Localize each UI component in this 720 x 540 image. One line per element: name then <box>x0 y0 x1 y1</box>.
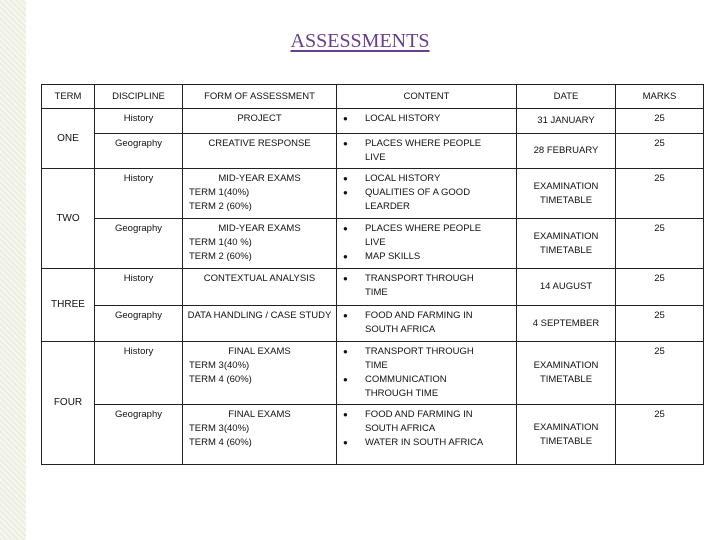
header-term: TERM <box>42 85 95 109</box>
header-marks: MARKS <box>616 85 704 109</box>
discipline-cell: Geography <box>95 134 183 169</box>
discipline-cell: History <box>95 169 183 219</box>
content-line: LOCAL HISTORY <box>365 113 441 124</box>
content-cell <box>337 134 517 169</box>
content-text <box>365 345 512 373</box>
bullet-icon: ● <box>343 252 348 261</box>
form-line: TERM 4 (60%) <box>189 374 252 385</box>
marks-cell: 25 <box>616 342 704 405</box>
date-cell: EXAMINATION TIMETABLE <box>517 169 616 219</box>
content-bullet-item <box>341 172 512 186</box>
content-text <box>365 137 512 165</box>
marks-cell: 25 <box>616 134 704 169</box>
header-date: DATE <box>517 85 616 109</box>
form-line: TERM 3(40%) <box>189 423 250 434</box>
term-cell: TWO <box>42 169 95 269</box>
content-line: FOOD AND FARMING IN <box>365 310 473 321</box>
bullet-icon: ● <box>343 347 348 356</box>
table-row <box>42 269 704 306</box>
content-line: SOUTH AFRICA <box>365 324 436 335</box>
content-line: MAP SKILLS <box>365 251 421 262</box>
form-of-assessment-cell <box>183 109 337 134</box>
bullet-icon: ● <box>343 311 348 320</box>
term-cell: THREE <box>42 269 95 342</box>
content-bullet-item <box>341 373 512 401</box>
form-of-assessment-cell <box>183 219 337 269</box>
decorative-side-stripe <box>0 0 26 540</box>
form-line: CREATIVE RESPONSE <box>208 138 311 149</box>
form-line: MID-YEAR EXAMS <box>218 223 301 234</box>
content-line: FOOD AND FARMING IN <box>365 409 473 420</box>
date-cell: EXAMINATION TIMETABLE <box>517 405 616 465</box>
content-line: TRANSPORT THROUGH <box>365 273 474 284</box>
header-discipline: DISCIPLINE <box>95 85 183 109</box>
content-bullet-item <box>341 272 512 300</box>
date-cell: 14 AUGUST <box>517 269 616 306</box>
content-text <box>365 436 512 450</box>
content-text <box>365 408 512 436</box>
content-line: TRANSPORT THROUGH <box>365 346 474 357</box>
form-line: TERM 1(40 %) <box>189 237 252 248</box>
content-bullet-item <box>341 112 512 126</box>
form-of-assessment-cell <box>183 169 337 219</box>
content-line: COMMUNICATION <box>365 374 447 385</box>
content-bullet-item <box>341 137 512 165</box>
content-bullet-item <box>341 186 512 214</box>
date-cell: EXAMINATION TIMETABLE <box>517 342 616 405</box>
content-bullet-item <box>341 436 512 450</box>
content-line: LIVE <box>365 237 386 248</box>
discipline-cell: History <box>95 109 183 134</box>
date-cell: EXAMINATION TIMETABLE <box>517 219 616 269</box>
bullet-icon: ● <box>343 410 348 419</box>
table-row <box>42 219 704 269</box>
header-content: CONTENT <box>337 85 517 109</box>
table-row <box>42 134 704 169</box>
form-line: TERM 4 (60%) <box>189 437 252 448</box>
content-bullet-item <box>341 408 512 436</box>
discipline-cell: Geography <box>95 219 183 269</box>
marks-cell: 25 <box>616 405 704 465</box>
content-line: LEARDER <box>365 201 410 212</box>
form-of-assessment-cell <box>183 342 337 405</box>
discipline-cell: History <box>95 269 183 306</box>
content-bullet-item <box>341 309 512 337</box>
date-cell: 4 SEPTEMBER <box>517 306 616 342</box>
content-line: TIME <box>365 360 388 371</box>
form-line: FINAL EXAMS <box>228 409 291 420</box>
form-line: FINAL EXAMS <box>228 346 291 357</box>
marks-cell: 25 <box>616 109 704 134</box>
content-text <box>365 250 512 264</box>
bullet-icon: ● <box>343 375 348 384</box>
content-bullet-item <box>341 250 512 264</box>
form-line: TERM 1(40%) <box>189 187 250 198</box>
content-cell <box>337 342 517 405</box>
marks-cell: 25 <box>616 169 704 219</box>
date-cell: 28 FEBRUARY <box>517 134 616 169</box>
form-line: DATA HANDLING / CASE STUDY <box>187 310 332 321</box>
page-title: ASSESSMENTS <box>290 30 430 52</box>
assessments-table <box>41 84 704 465</box>
bullet-icon: ● <box>343 438 348 447</box>
table-row <box>42 169 704 219</box>
table-row <box>42 342 704 405</box>
form-of-assessment-cell <box>183 269 337 306</box>
term-cell: FOUR <box>42 342 95 465</box>
discipline-cell: Geography <box>95 306 183 342</box>
content-line: LOCAL HISTORY <box>365 173 441 184</box>
marks-cell: 25 <box>616 219 704 269</box>
bullet-icon: ● <box>343 174 348 183</box>
content-line: THROUGH TIME <box>365 388 439 399</box>
discipline-cell: Geography <box>95 405 183 465</box>
date-cell: 31 JANUARY <box>517 109 616 134</box>
header-row <box>42 85 704 109</box>
form-of-assessment-cell <box>183 306 337 342</box>
table-row <box>42 306 704 342</box>
form-line: TERM 3(40%) <box>189 360 250 371</box>
content-line: PLACES WHERE PEOPLE <box>365 223 482 234</box>
table-row <box>42 109 704 134</box>
form-line: PROJECT <box>237 113 282 124</box>
discipline-cell: History <box>95 342 183 405</box>
content-cell <box>337 269 517 306</box>
bullet-icon: ● <box>343 188 348 197</box>
form-of-assessment-cell <box>183 405 337 465</box>
content-line: SOUTH AFRICA <box>365 423 436 434</box>
marks-cell: 25 <box>616 306 704 342</box>
content-text <box>365 172 512 186</box>
bullet-icon: ● <box>343 274 348 283</box>
header-form-of-assessment: FORM OF ASSESSMENT <box>183 85 337 109</box>
content-cell <box>337 219 517 269</box>
bullet-icon: ● <box>343 139 348 148</box>
content-bullet-item <box>341 345 512 373</box>
form-line: TERM 2 (60%) <box>189 201 252 212</box>
form-line: CONTEXTUAL ANALYSIS <box>203 273 316 284</box>
content-cell <box>337 169 517 219</box>
table-row <box>42 405 704 465</box>
content-line: PLACES WHERE PEOPLE <box>365 138 482 149</box>
content-text <box>365 373 512 401</box>
bullet-icon: ● <box>343 114 348 123</box>
content-cell <box>337 405 517 465</box>
content-text <box>365 309 512 337</box>
content-line: LIVE <box>365 152 386 163</box>
content-cell <box>337 306 517 342</box>
content-text <box>365 272 512 300</box>
content-line: WATER IN SOUTH AFRICA <box>365 437 484 448</box>
content-line: TIME <box>365 287 388 298</box>
form-of-assessment-cell <box>183 134 337 169</box>
marks-cell: 25 <box>616 269 704 306</box>
form-line: MID-YEAR EXAMS <box>218 173 301 184</box>
content-text <box>365 186 512 214</box>
form-line: TERM 2 (60%) <box>189 251 252 262</box>
content-bullet-item <box>341 222 512 250</box>
content-text <box>365 222 512 250</box>
bullet-icon: ● <box>343 224 348 233</box>
content-text <box>365 112 512 126</box>
content-cell <box>337 109 517 134</box>
content-line: QUALITIES OF A GOOD <box>365 187 471 198</box>
term-cell: ONE <box>42 109 95 169</box>
